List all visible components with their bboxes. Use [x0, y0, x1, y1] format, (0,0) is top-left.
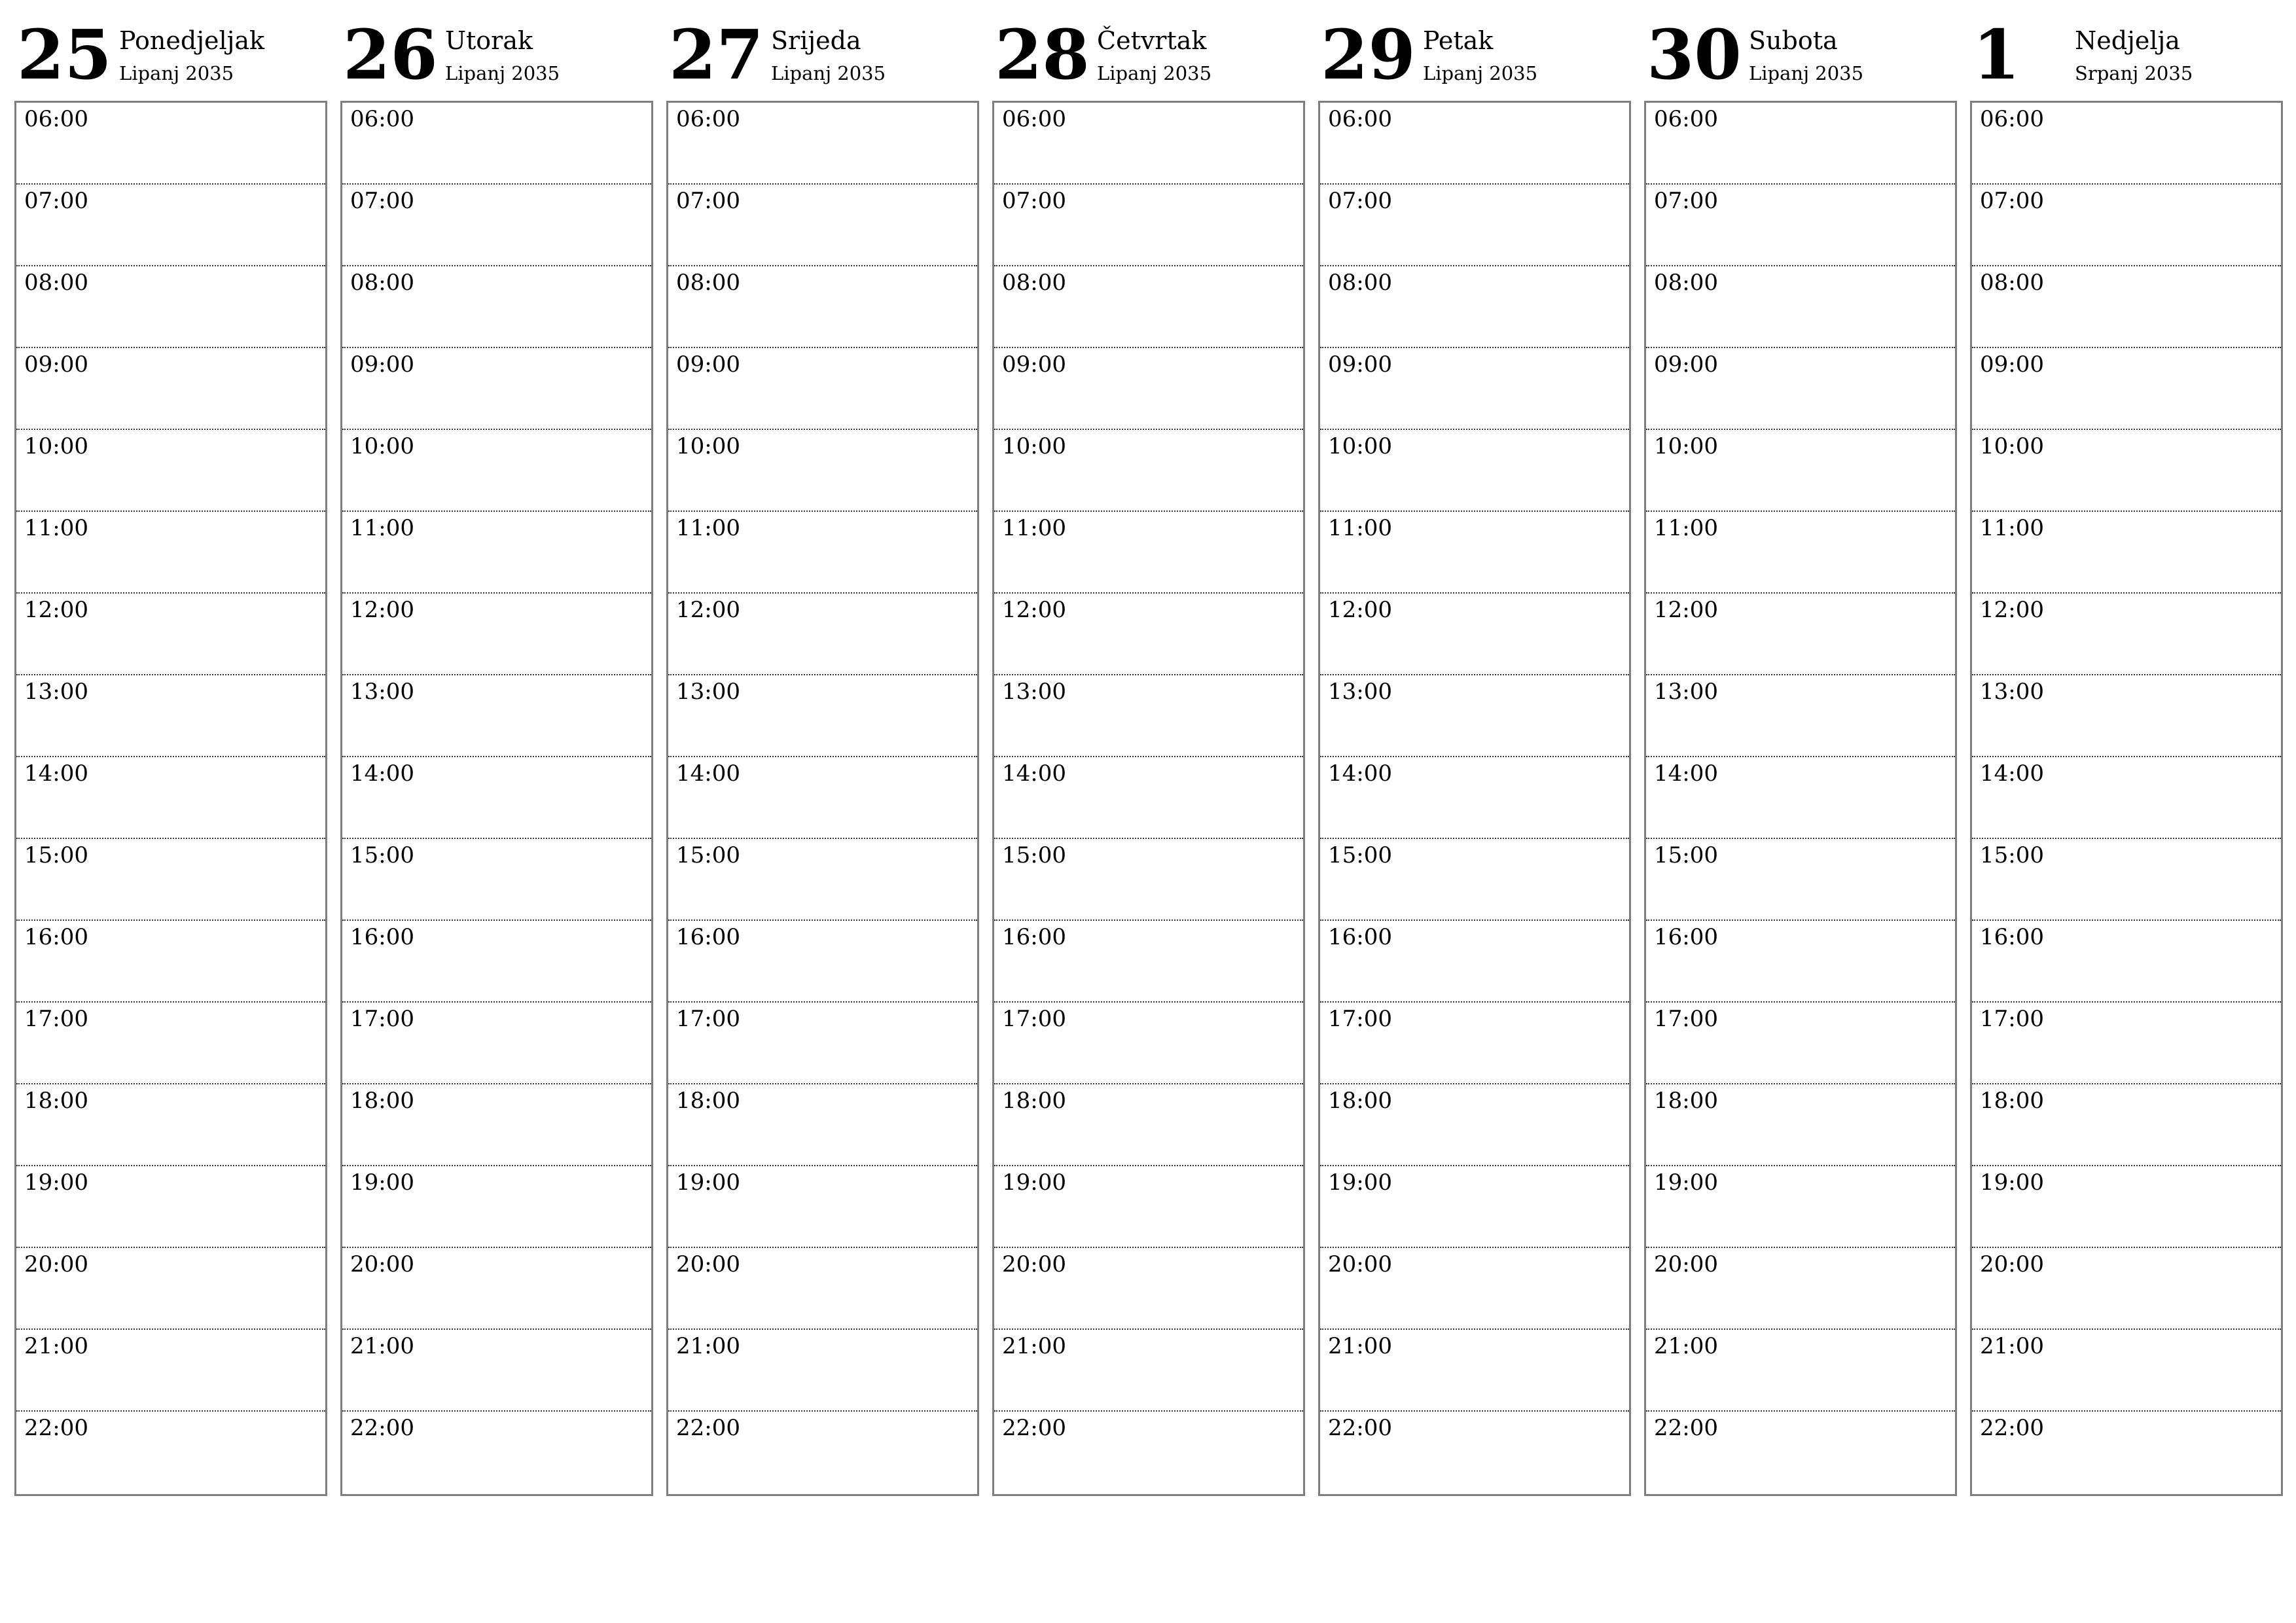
hour-label: 10:00: [350, 433, 414, 459]
hour-slot[interactable]: [668, 1248, 977, 1330]
hour-slot[interactable]: [668, 675, 977, 757]
hour-slot[interactable]: [994, 1330, 1303, 1412]
hour-label: 13:00: [1980, 679, 2044, 705]
hour-label: 08:00: [350, 270, 414, 296]
hour-label: 16:00: [350, 924, 414, 950]
hour-label: 21:00: [1002, 1333, 1066, 1359]
hour-slot[interactable]: [994, 430, 1303, 512]
hour-label: 07:00: [350, 188, 414, 214]
weekly-planner: [14, 0, 2283, 1505]
hour-label: 16:00: [676, 924, 740, 950]
hour-label: 10:00: [1328, 433, 1392, 459]
hour-slot[interactable]: [1646, 1248, 1955, 1330]
hour-label: 22:00: [1654, 1415, 1718, 1441]
day-month-year: Lipanj 2035: [771, 62, 886, 84]
hour-label: 15:00: [1002, 842, 1066, 868]
hour-slot[interactable]: [1972, 185, 2281, 266]
hour-label: 08:00: [1980, 270, 2044, 296]
hour-slot[interactable]: [1972, 1166, 2281, 1248]
hour-label: 09:00: [1980, 351, 2044, 378]
hour-label: 15:00: [1328, 842, 1392, 868]
hour-slot[interactable]: [16, 675, 325, 757]
hour-slot[interactable]: [16, 1166, 325, 1248]
hour-slot[interactable]: [16, 512, 325, 594]
day-number: 1: [1973, 14, 2020, 95]
day-number: 25: [17, 14, 112, 95]
hour-slot[interactable]: [1320, 757, 1629, 839]
hour-slot[interactable]: [1320, 1084, 1629, 1166]
day-number: 29: [1321, 14, 1416, 95]
hour-slot[interactable]: [342, 1084, 651, 1166]
hour-slot[interactable]: [1972, 266, 2281, 348]
hour-slot[interactable]: [994, 185, 1303, 266]
hour-label: 13:00: [676, 679, 740, 705]
hour-label: 20:00: [676, 1251, 740, 1277]
hour-label: 14:00: [1002, 760, 1066, 787]
hour-slot[interactable]: [16, 1248, 325, 1330]
hour-slot[interactable]: [1320, 348, 1629, 430]
hour-slot[interactable]: [16, 921, 325, 1003]
hour-label: 17:00: [1002, 1006, 1066, 1032]
hour-label: 18:00: [24, 1088, 88, 1114]
hour-slot[interactable]: [342, 266, 651, 348]
hour-label: 09:00: [1654, 351, 1718, 378]
hour-label: 20:00: [1654, 1251, 1718, 1277]
hour-slot[interactable]: [1646, 185, 1955, 266]
hour-label: 11:00: [676, 515, 740, 541]
hour-slot[interactable]: [342, 185, 651, 266]
hour-slot[interactable]: [1320, 430, 1629, 512]
hour-slot[interactable]: [994, 266, 1303, 348]
hour-slot[interactable]: [342, 1248, 651, 1330]
hour-label: 16:00: [1654, 924, 1718, 950]
hour-slot[interactable]: [994, 1412, 1303, 1493]
hour-slot[interactable]: [342, 1003, 651, 1084]
hour-label: 15:00: [676, 842, 740, 868]
hour-slot[interactable]: [16, 594, 325, 675]
hour-label: 21:00: [350, 1333, 414, 1359]
hour-slot[interactable]: [342, 103, 651, 185]
hour-label: 09:00: [1328, 351, 1392, 378]
hour-slot[interactable]: [342, 594, 651, 675]
day-column: [340, 0, 653, 1505]
hour-slot[interactable]: [994, 348, 1303, 430]
hour-slot[interactable]: [1972, 839, 2281, 921]
hour-label: 15:00: [350, 842, 414, 868]
hour-slot[interactable]: [1646, 839, 1955, 921]
day-month-year: Lipanj 2035: [1423, 62, 1538, 84]
hour-slot[interactable]: [994, 675, 1303, 757]
hour-slot[interactable]: [668, 594, 977, 675]
day-schedule-box: [340, 101, 653, 1496]
hour-slot[interactable]: [994, 512, 1303, 594]
hour-label: 11:00: [1980, 515, 2044, 541]
hour-label: 18:00: [676, 1088, 740, 1114]
day-schedule-box: [992, 101, 1305, 1496]
day-month-year: Lipanj 2035: [445, 62, 560, 84]
hour-label: 10:00: [676, 433, 740, 459]
hour-slot[interactable]: [1320, 103, 1629, 185]
hour-slot[interactable]: [668, 1003, 977, 1084]
hour-label: 12:00: [1328, 597, 1392, 623]
hour-label: 18:00: [1002, 1088, 1066, 1114]
hour-slot[interactable]: [1972, 348, 2281, 430]
hour-slot[interactable]: [1646, 1084, 1955, 1166]
hour-label: 20:00: [1002, 1251, 1066, 1277]
day-schedule-box: [1318, 101, 1631, 1496]
hour-slot[interactable]: [1646, 675, 1955, 757]
day-name: Ponedjeljak: [119, 26, 265, 55]
hour-slot[interactable]: [994, 103, 1303, 185]
hour-label: 14:00: [24, 760, 88, 787]
hour-slot[interactable]: [1972, 1412, 2281, 1493]
hour-slot[interactable]: [668, 1084, 977, 1166]
hour-label: 09:00: [676, 351, 740, 378]
hour-slot[interactable]: [1320, 1166, 1629, 1248]
hour-label: 14:00: [350, 760, 414, 787]
day-number: 27: [669, 14, 764, 95]
hour-slot[interactable]: [16, 757, 325, 839]
hour-label: 09:00: [350, 351, 414, 378]
day-header: [14, 0, 327, 99]
hour-slot[interactable]: [1972, 1003, 2281, 1084]
hour-slot[interactable]: [1972, 757, 2281, 839]
hour-slot[interactable]: [668, 1412, 977, 1493]
hour-label: 12:00: [24, 597, 88, 623]
day-schedule-box: [1644, 101, 1957, 1496]
hour-slot[interactable]: [994, 839, 1303, 921]
hour-slot[interactable]: [1646, 1330, 1955, 1412]
hour-slot[interactable]: [1320, 839, 1629, 921]
hour-label: 17:00: [350, 1006, 414, 1032]
day-month-year: Lipanj 2035: [1097, 62, 1212, 84]
hour-label: 07:00: [1002, 188, 1066, 214]
hour-slot[interactable]: [994, 1248, 1303, 1330]
day-header: [340, 0, 653, 99]
hour-slot[interactable]: [342, 757, 651, 839]
hour-slot[interactable]: [1320, 1248, 1629, 1330]
hour-slot[interactable]: [668, 1330, 977, 1412]
hour-slot[interactable]: [668, 757, 977, 839]
day-column: [1970, 0, 2283, 1505]
hour-label: 19:00: [1002, 1169, 1066, 1196]
hour-label: 16:00: [24, 924, 88, 950]
hour-label: 20:00: [24, 1251, 88, 1277]
day-schedule-box: [666, 101, 979, 1496]
hour-slot[interactable]: [1972, 430, 2281, 512]
hour-label: 13:00: [1002, 679, 1066, 705]
day-name: Nedjelja: [2075, 26, 2180, 55]
hour-label: 16:00: [1002, 924, 1066, 950]
hour-label: 09:00: [24, 351, 88, 378]
hour-label: 11:00: [1654, 515, 1718, 541]
hour-label: 10:00: [24, 433, 88, 459]
hour-label: 17:00: [1654, 1006, 1718, 1032]
hour-label: 19:00: [24, 1169, 88, 1196]
day-header: [1970, 0, 2283, 99]
hour-slot[interactable]: [1320, 1330, 1629, 1412]
hour-slot[interactable]: [342, 839, 651, 921]
day-header: [1318, 0, 1631, 99]
day-column: [14, 0, 327, 1505]
hour-slot[interactable]: [16, 1412, 325, 1493]
hour-label: 10:00: [1980, 433, 2044, 459]
hour-label: 17:00: [24, 1006, 88, 1032]
hour-label: 12:00: [350, 597, 414, 623]
hour-label: 11:00: [1328, 515, 1392, 541]
hour-slot[interactable]: [668, 103, 977, 185]
hour-label: 19:00: [350, 1169, 414, 1196]
hour-label: 20:00: [1328, 1251, 1392, 1277]
hour-label: 08:00: [676, 270, 740, 296]
hour-slot[interactable]: [1646, 757, 1955, 839]
hour-slot[interactable]: [16, 1084, 325, 1166]
hour-label: 14:00: [1328, 760, 1392, 787]
hour-slot[interactable]: [668, 1166, 977, 1248]
hour-label: 19:00: [1980, 1169, 2044, 1196]
hour-label: 07:00: [676, 188, 740, 214]
hour-slot[interactable]: [342, 1330, 651, 1412]
day-name: Subota: [1749, 26, 1838, 55]
hour-slot[interactable]: [342, 1412, 651, 1493]
hour-slot[interactable]: [1646, 1166, 1955, 1248]
hour-slot[interactable]: [342, 675, 651, 757]
hour-slot[interactable]: [16, 1330, 325, 1412]
hour-label: 06:00: [24, 106, 88, 132]
hour-label: 13:00: [1328, 679, 1392, 705]
hour-label: 08:00: [1328, 270, 1392, 296]
hour-label: 10:00: [1002, 433, 1066, 459]
hour-label: 13:00: [24, 679, 88, 705]
hour-slot[interactable]: [16, 1003, 325, 1084]
hour-slot[interactable]: [994, 921, 1303, 1003]
hour-slot[interactable]: [342, 1166, 651, 1248]
day-number: 30: [1647, 14, 1742, 95]
hour-slot[interactable]: [16, 430, 325, 512]
hour-label: 22:00: [676, 1415, 740, 1441]
hour-slot[interactable]: [668, 185, 977, 266]
day-schedule-box: [1970, 101, 2283, 1496]
hour-slot[interactable]: [994, 1003, 1303, 1084]
hour-label: 06:00: [1980, 106, 2044, 132]
hour-slot[interactable]: [1320, 675, 1629, 757]
hour-slot[interactable]: [1972, 1084, 2281, 1166]
hour-label: 19:00: [676, 1169, 740, 1196]
hour-label: 22:00: [350, 1415, 414, 1441]
hour-label: 06:00: [1654, 106, 1718, 132]
hour-slot[interactable]: [994, 594, 1303, 675]
hour-slot[interactable]: [1646, 594, 1955, 675]
hour-slot[interactable]: [1646, 921, 1955, 1003]
day-header: [1644, 0, 1957, 99]
hour-slot[interactable]: [1972, 103, 2281, 185]
hour-label: 11:00: [24, 515, 88, 541]
day-header: [666, 0, 979, 99]
hour-label: 19:00: [1654, 1169, 1718, 1196]
hour-slot[interactable]: [342, 512, 651, 594]
hour-slot[interactable]: [1320, 185, 1629, 266]
hour-label: 18:00: [1328, 1088, 1392, 1114]
hour-slot[interactable]: [1320, 266, 1629, 348]
hour-label: 18:00: [1980, 1088, 2044, 1114]
hour-label: 17:00: [1328, 1006, 1392, 1032]
day-column: [1318, 0, 1631, 1505]
hour-slot[interactable]: [1646, 348, 1955, 430]
hour-label: 19:00: [1328, 1169, 1392, 1196]
hour-slot[interactable]: [1646, 1412, 1955, 1493]
hour-label: 22:00: [1980, 1415, 2044, 1441]
hour-slot[interactable]: [994, 757, 1303, 839]
hour-label: 21:00: [676, 1333, 740, 1359]
hour-label: 08:00: [1002, 270, 1066, 296]
hour-label: 20:00: [350, 1251, 414, 1277]
day-month-year: Srpanj 2035: [2075, 62, 2193, 84]
hour-label: 15:00: [1980, 842, 2044, 868]
hour-slot[interactable]: [1646, 266, 1955, 348]
hour-label: 07:00: [24, 188, 88, 214]
hour-label: 12:00: [676, 597, 740, 623]
hour-label: 08:00: [24, 270, 88, 296]
hour-slot[interactable]: [16, 185, 325, 266]
day-column: [1644, 0, 1957, 1505]
hour-slot[interactable]: [342, 921, 651, 1003]
hour-slot[interactable]: [668, 839, 977, 921]
day-column: [666, 0, 979, 1505]
hour-label: 22:00: [1328, 1415, 1392, 1441]
hour-label: 07:00: [1654, 188, 1718, 214]
hour-slot[interactable]: [16, 348, 325, 430]
hour-slot[interactable]: [16, 266, 325, 348]
hour-slot[interactable]: [1972, 512, 2281, 594]
hour-label: 06:00: [1002, 106, 1066, 132]
hour-label: 14:00: [676, 760, 740, 787]
hour-label: 21:00: [1328, 1333, 1392, 1359]
hour-label: 12:00: [1654, 597, 1718, 623]
hour-label: 16:00: [1980, 924, 2044, 950]
day-schedule-box: [14, 101, 327, 1496]
hour-label: 06:00: [1328, 106, 1392, 132]
hour-slot[interactable]: [1320, 921, 1629, 1003]
hour-slot[interactable]: [1646, 103, 1955, 185]
hour-label: 17:00: [676, 1006, 740, 1032]
hour-slot[interactable]: [1646, 512, 1955, 594]
hour-slot[interactable]: [668, 266, 977, 348]
hour-label: 16:00: [1328, 924, 1392, 950]
hour-label: 22:00: [24, 1415, 88, 1441]
hour-label: 14:00: [1654, 760, 1718, 787]
hour-label: 13:00: [1654, 679, 1718, 705]
hour-label: 10:00: [1654, 433, 1718, 459]
hour-label: 07:00: [1328, 188, 1392, 214]
hour-label: 11:00: [350, 515, 414, 541]
day-month-year: Lipanj 2035: [1749, 62, 1864, 84]
hour-slot[interactable]: [1320, 1412, 1629, 1493]
hour-label: 15:00: [24, 842, 88, 868]
hour-label: 21:00: [1654, 1333, 1718, 1359]
hour-label: 12:00: [1002, 597, 1066, 623]
hour-label: 08:00: [1654, 270, 1718, 296]
hour-slot[interactable]: [1972, 1330, 2281, 1412]
hour-label: 07:00: [1980, 188, 2044, 214]
hour-slot[interactable]: [668, 348, 977, 430]
hour-slot[interactable]: [1320, 594, 1629, 675]
hour-label: 18:00: [350, 1088, 414, 1114]
hour-slot[interactable]: [994, 1084, 1303, 1166]
hour-label: 06:00: [350, 106, 414, 132]
hour-label: 20:00: [1980, 1251, 2044, 1277]
day-number: 28: [995, 14, 1090, 95]
hour-slot[interactable]: [16, 103, 325, 185]
day-name: Petak: [1423, 26, 1494, 55]
hour-label: 14:00: [1980, 760, 2044, 787]
hour-label: 17:00: [1980, 1006, 2044, 1032]
hour-slot[interactable]: [1972, 594, 2281, 675]
hour-label: 13:00: [350, 679, 414, 705]
hour-slot[interactable]: [1646, 430, 1955, 512]
day-name: Utorak: [445, 26, 533, 55]
hour-slot[interactable]: [342, 430, 651, 512]
hour-slot[interactable]: [668, 512, 977, 594]
hour-slot[interactable]: [1972, 1248, 2281, 1330]
hour-slot[interactable]: [16, 839, 325, 921]
day-column: [992, 0, 1305, 1505]
hour-slot[interactable]: [1320, 1003, 1629, 1084]
hour-slot[interactable]: [1320, 512, 1629, 594]
hour-slot[interactable]: [1972, 675, 2281, 757]
hour-label: 15:00: [1654, 842, 1718, 868]
hour-label: 12:00: [1980, 597, 2044, 623]
day-name: Četvrtak: [1097, 26, 1207, 55]
day-name: Srijeda: [771, 26, 861, 55]
hour-label: 06:00: [676, 106, 740, 132]
hour-label: 18:00: [1654, 1088, 1718, 1114]
hour-label: 21:00: [1980, 1333, 2044, 1359]
hour-label: 22:00: [1002, 1415, 1066, 1441]
day-header: [992, 0, 1305, 99]
hour-label: 11:00: [1002, 515, 1066, 541]
day-number: 26: [343, 14, 438, 95]
hour-slot[interactable]: [994, 1166, 1303, 1248]
hour-label: 21:00: [24, 1333, 88, 1359]
hour-slot[interactable]: [668, 921, 977, 1003]
hour-slot[interactable]: [668, 430, 977, 512]
hour-label: 09:00: [1002, 351, 1066, 378]
hour-slot[interactable]: [1646, 1003, 1955, 1084]
hour-slot[interactable]: [1972, 921, 2281, 1003]
hour-slot[interactable]: [342, 348, 651, 430]
day-month-year: Lipanj 2035: [119, 62, 234, 84]
